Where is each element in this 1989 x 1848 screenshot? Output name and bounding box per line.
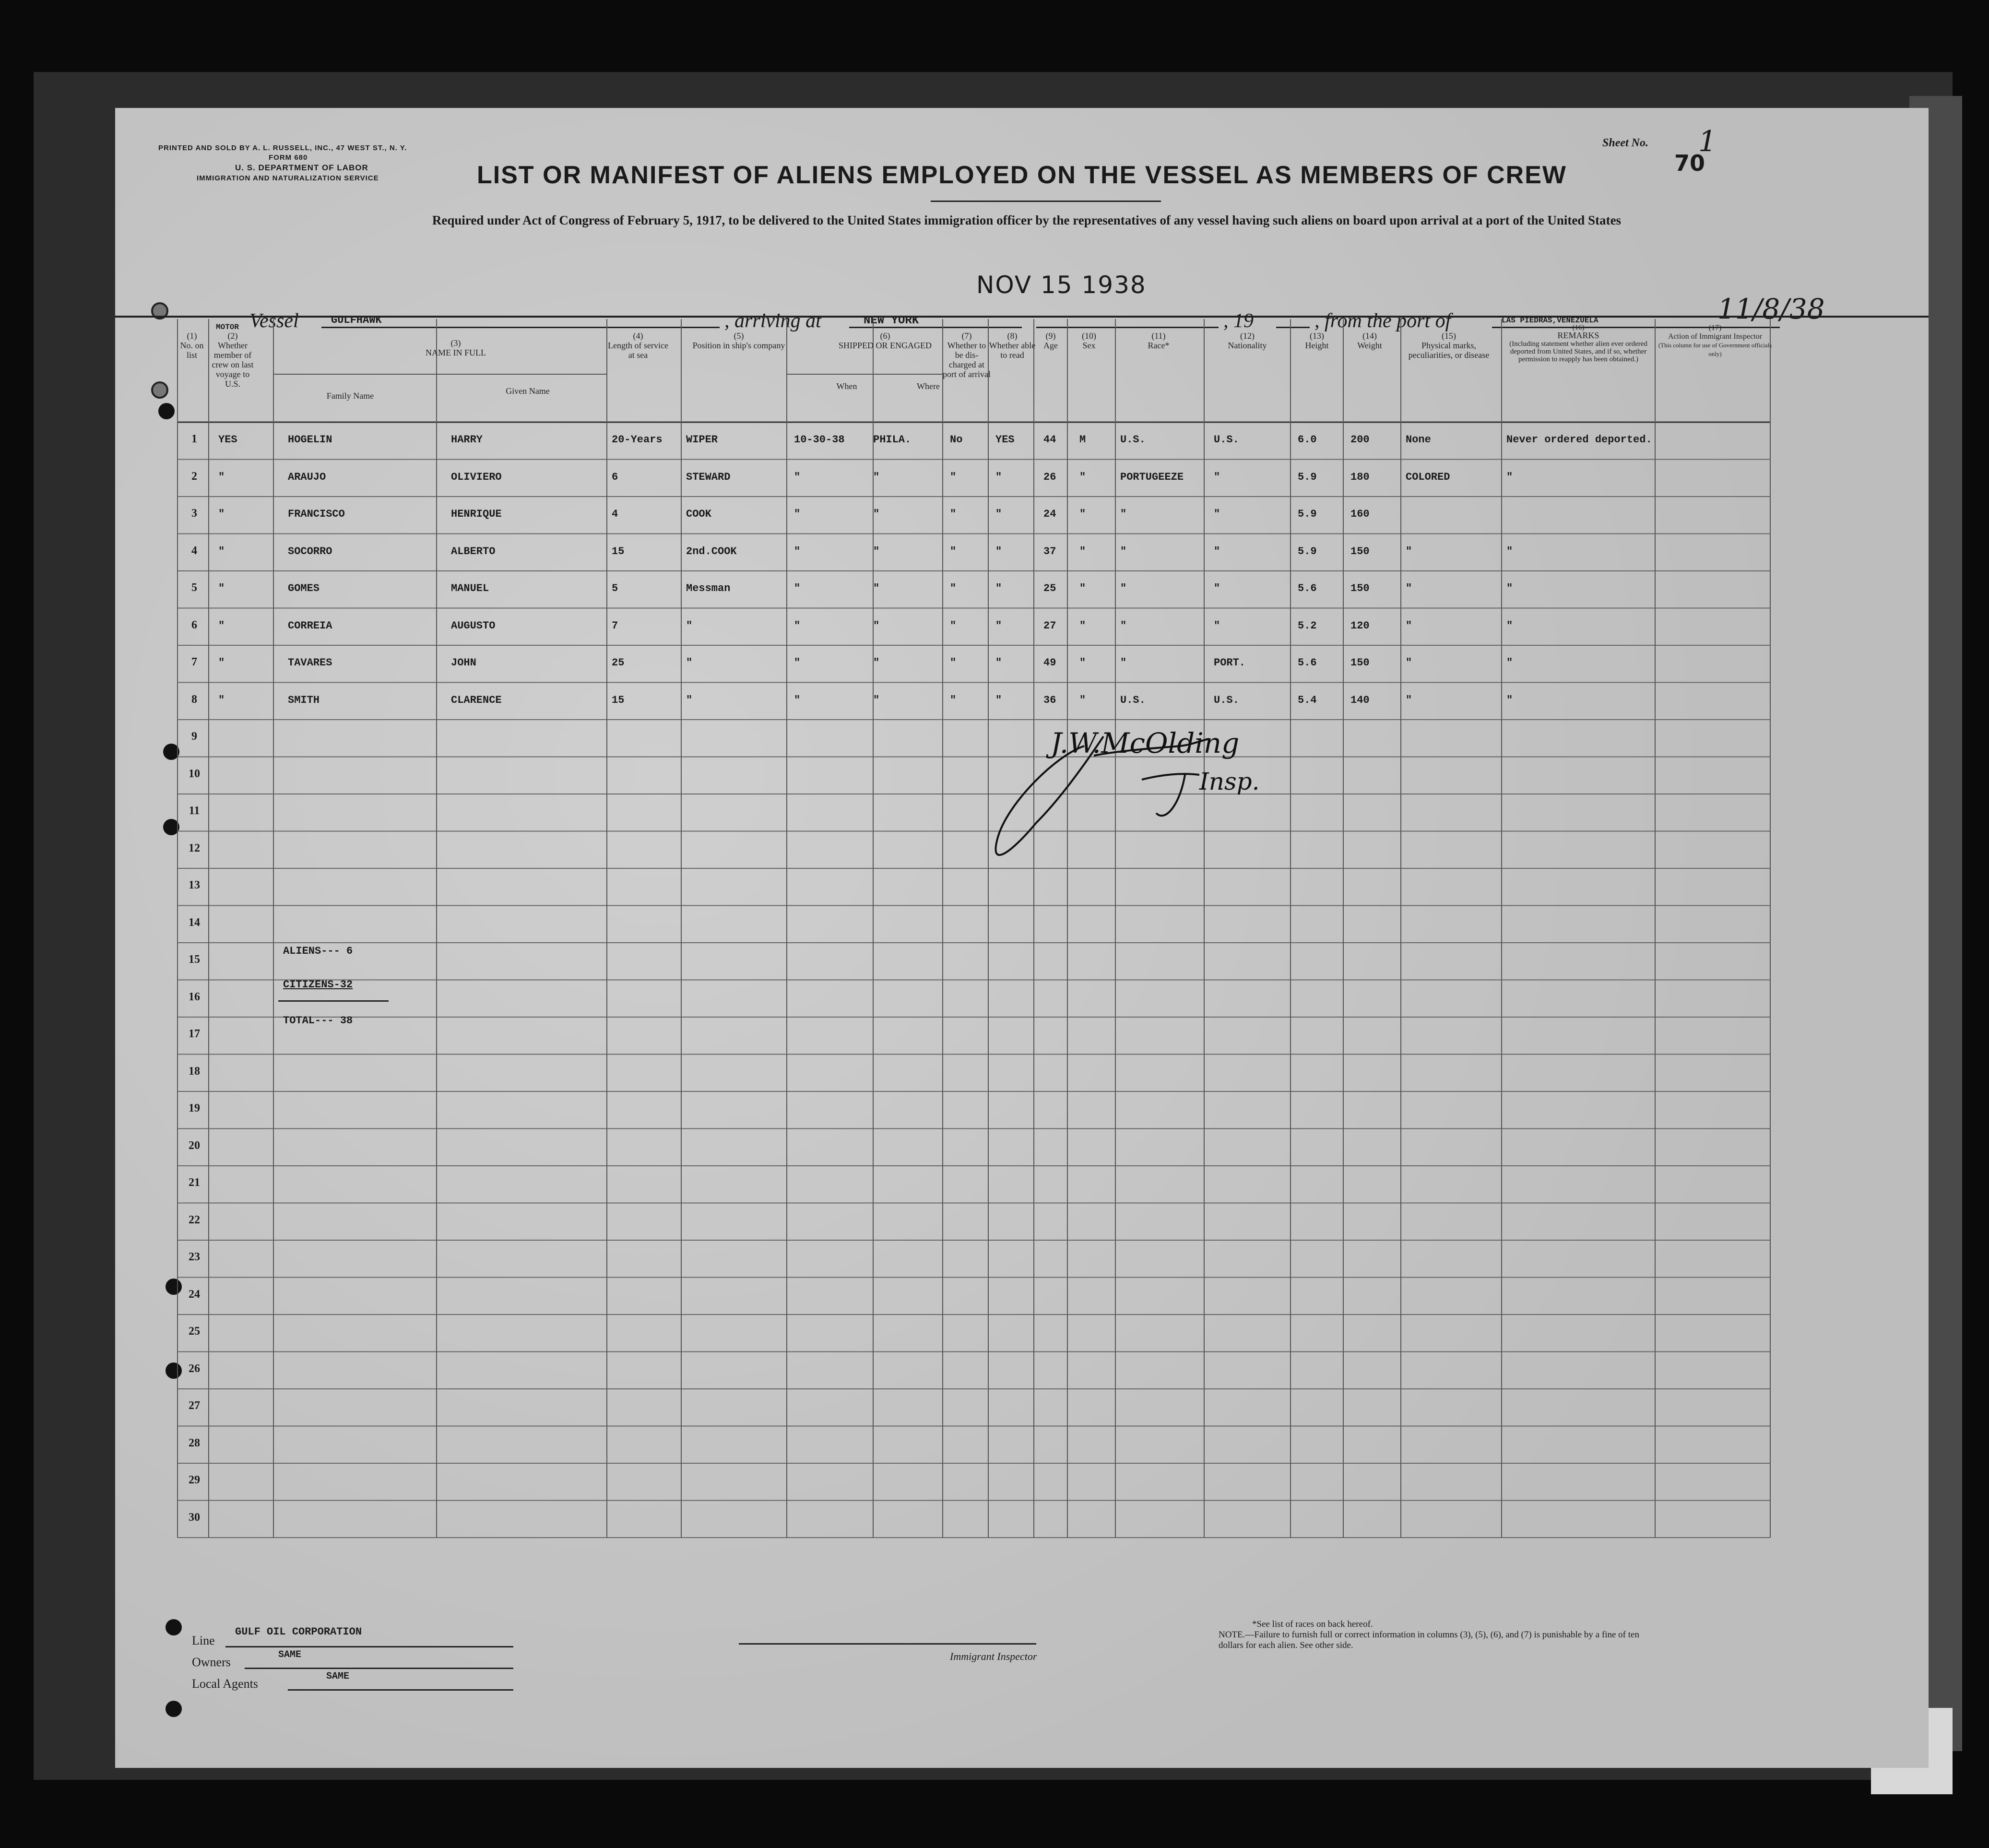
owners-field: SAME bbox=[245, 1650, 513, 1669]
local-agents-field: SAME bbox=[288, 1672, 513, 1691]
row-number: 21 bbox=[189, 1176, 200, 1189]
row-number: 12 bbox=[189, 841, 200, 854]
col-header-service: (4) Length of service at sea bbox=[608, 331, 668, 360]
age-cell: 26 bbox=[1043, 471, 1056, 483]
vessel-name-field: GULFHAWK bbox=[321, 309, 720, 328]
row-number: 27 bbox=[189, 1399, 200, 1412]
row-number: 9 bbox=[191, 730, 197, 743]
row-number: 29 bbox=[189, 1474, 200, 1486]
member-cell: " bbox=[218, 508, 225, 520]
row-number: 28 bbox=[189, 1436, 200, 1449]
given-name-cell: ALBERTO bbox=[451, 545, 496, 557]
arriving-port-field: NEW YORK bbox=[849, 309, 1022, 328]
able-to-read-cell: " bbox=[995, 619, 1002, 632]
position-cell: 2nd.COOK bbox=[686, 545, 737, 557]
year-field bbox=[1276, 309, 1310, 328]
row-number: 23 bbox=[189, 1251, 200, 1263]
discharged-cell: " bbox=[950, 508, 957, 520]
col-header-name: (3) NAME IN FULL bbox=[426, 338, 486, 357]
col-header-nationality: (12) Nationality bbox=[1228, 331, 1267, 350]
member-cell: " bbox=[218, 657, 225, 669]
row-number: 30 bbox=[189, 1511, 200, 1524]
binder-hole bbox=[166, 1279, 182, 1295]
form-subtitle: Required under Act of Congress of February 5, 1917, to be delivered to the United States immigration officer by the representatives of any vessel having such aliens on board upon arrival at a port of the United States bbox=[432, 213, 1622, 227]
col-header-sex: (10) Sex bbox=[1082, 331, 1096, 350]
from-port-label: , from the port of bbox=[1314, 310, 1451, 332]
service-name: IMMIGRATION AND NATURALIZATION SERVICE bbox=[197, 174, 379, 182]
family-name-cell: SMITH bbox=[288, 694, 320, 706]
binder-hole bbox=[163, 744, 179, 760]
printer-imprint: PRINTED AND SOLD BY A. L. RUSSELL, INC., 47 WEST ST., N. Y. bbox=[158, 144, 407, 152]
service-cell: 15 bbox=[612, 545, 625, 557]
physical-marks-cell: None bbox=[1406, 434, 1431, 446]
height-cell: 5.2 bbox=[1298, 619, 1317, 632]
position-cell: " bbox=[686, 657, 693, 669]
department-name: U. S. DEPARTMENT OF LABOR bbox=[235, 163, 368, 172]
service-cell: 6 bbox=[612, 471, 618, 483]
able-to-read-cell: " bbox=[995, 545, 1002, 557]
physical-marks-cell: " bbox=[1406, 694, 1412, 706]
height-cell: 5.6 bbox=[1298, 657, 1317, 669]
row-number: 8 bbox=[191, 693, 197, 706]
service-cell: 4 bbox=[612, 508, 618, 520]
family-name-cell: CORREIA bbox=[288, 619, 332, 632]
shipped-when-cell: " bbox=[794, 619, 801, 632]
nationality-cell: " bbox=[1214, 619, 1220, 632]
form-title: LIST OR MANIFEST OF ALIENS EMPLOYED ON THE VESSEL AS MEMBERS OF CREW bbox=[477, 161, 1567, 189]
weight-cell: 140 bbox=[1350, 694, 1370, 706]
discharged-cell: No bbox=[950, 434, 963, 446]
discharged-cell: " bbox=[950, 545, 957, 557]
age-cell: 27 bbox=[1043, 619, 1056, 632]
service-cell: 5 bbox=[612, 582, 618, 594]
col-header-family-name: Family Name bbox=[326, 391, 374, 401]
height-cell: 5.9 bbox=[1298, 508, 1317, 520]
family-name-cell: TAVARES bbox=[288, 657, 332, 669]
race-cell: PORTUGEEZE bbox=[1120, 471, 1184, 483]
row-number: 22 bbox=[189, 1213, 200, 1226]
nationality-cell: " bbox=[1214, 582, 1220, 594]
discharged-cell: " bbox=[950, 657, 957, 669]
shipped-when-cell: 10-30-38 bbox=[794, 434, 845, 446]
age-cell: 24 bbox=[1043, 508, 1056, 520]
penalty-note: NOTE.—Failure to furnish full or correct information in columns (3), (5), (6), and (7) is punishable by a fine of ten dollars for each alien. See other side. bbox=[1219, 1630, 1639, 1650]
inspector-title: Insp. bbox=[1199, 768, 1260, 795]
given-name-cell: CLARENCE bbox=[451, 694, 502, 706]
service-cell: 25 bbox=[612, 657, 625, 669]
handwritten-date: 11/8/38 bbox=[1717, 293, 1825, 325]
binder-hole bbox=[158, 403, 175, 419]
able-to-read-cell: " bbox=[995, 471, 1002, 483]
summary-rule bbox=[278, 1000, 389, 1002]
local-agents-label: Local Agents bbox=[192, 1677, 258, 1691]
vessel-label: Vessel bbox=[249, 310, 299, 332]
family-name-cell: GOMES bbox=[288, 582, 320, 594]
race-cell: " bbox=[1120, 657, 1127, 669]
age-cell: 36 bbox=[1043, 694, 1056, 706]
race-cell: " bbox=[1120, 582, 1127, 594]
form-number: FORM 680 bbox=[269, 154, 308, 162]
member-cell: " bbox=[218, 619, 225, 632]
col-header-discharged: (7) Whether to be dis-charged at port of arrival bbox=[943, 331, 991, 379]
service-cell: 15 bbox=[612, 694, 625, 706]
nationality-cell: PORT. bbox=[1214, 657, 1246, 669]
weight-cell: 150 bbox=[1350, 582, 1370, 594]
binder-hole bbox=[151, 302, 168, 320]
race-cell: " bbox=[1120, 545, 1127, 557]
physical-marks-cell: COLORED bbox=[1406, 471, 1450, 483]
position-cell: " bbox=[686, 694, 693, 706]
line-label: Line bbox=[192, 1634, 215, 1647]
arrival-date-stamp: NOV 15 1938 bbox=[976, 271, 1147, 299]
position-cell: " bbox=[686, 619, 693, 632]
row-number: 13 bbox=[189, 879, 200, 891]
shipped-when-cell: " bbox=[794, 508, 801, 520]
age-cell: 37 bbox=[1043, 545, 1056, 557]
col-header-given-name: Given Name bbox=[506, 386, 550, 396]
remarks-cell: " bbox=[1506, 657, 1513, 669]
sex-cell: " bbox=[1079, 619, 1086, 632]
weight-cell: 150 bbox=[1350, 657, 1370, 669]
col-header-weight: (14) Weight bbox=[1357, 331, 1382, 350]
title-underline bbox=[931, 201, 1161, 202]
col-header-no: (1) No. on list bbox=[180, 331, 204, 360]
row-number: 10 bbox=[189, 767, 200, 780]
able-to-read-cell: " bbox=[995, 657, 1002, 669]
shipped-when-cell: " bbox=[794, 657, 801, 669]
arriving-label: , arriving at bbox=[724, 310, 821, 332]
from-port-field: LAS PIEDRAS,VENEZUELA bbox=[1492, 309, 1780, 328]
age-cell: 25 bbox=[1043, 582, 1056, 594]
race-cell: U.S. bbox=[1120, 694, 1146, 706]
owners-label: Owners bbox=[192, 1655, 231, 1669]
row-number: 7 bbox=[191, 656, 197, 668]
binder-hole bbox=[163, 819, 179, 835]
col-header-where: Where bbox=[917, 381, 940, 391]
row-number: 14 bbox=[189, 916, 200, 929]
shipped-where-cell: PHILA. bbox=[873, 434, 912, 446]
shipped-when-cell: " bbox=[794, 471, 801, 483]
col-header-remarks: (16) REMARKS (Including statement whether alien ever ordered deported from United States, and if so, whether permission to reapply has been obtained.) bbox=[1509, 324, 1647, 363]
row-number: 2 bbox=[191, 470, 197, 483]
summary-aliens: ALIENS--- 6 bbox=[283, 945, 353, 957]
discharged-cell: " bbox=[950, 471, 957, 483]
row-number: 1 bbox=[191, 433, 197, 445]
nationality-cell: U.S. bbox=[1214, 434, 1239, 446]
given-name-cell: HARRY bbox=[451, 434, 483, 446]
height-cell: 5.6 bbox=[1298, 582, 1317, 594]
physical-marks-cell: " bbox=[1406, 545, 1412, 557]
weight-cell: 200 bbox=[1350, 434, 1370, 446]
age-cell: 49 bbox=[1043, 657, 1056, 669]
remarks-cell: Never ordered deported. bbox=[1506, 434, 1652, 446]
nationality-cell: U.S. bbox=[1214, 694, 1239, 706]
shipped-where-cell: " bbox=[873, 545, 880, 557]
sex-cell: " bbox=[1079, 694, 1086, 706]
position-cell: Messman bbox=[686, 582, 731, 594]
height-cell: 5.9 bbox=[1298, 545, 1317, 557]
binder-hole bbox=[166, 1619, 182, 1635]
sex-cell: " bbox=[1079, 582, 1086, 594]
row-number: 11 bbox=[189, 805, 200, 817]
service-cell: 20-Years bbox=[612, 434, 663, 446]
races-note: *See list of races on back hereof. bbox=[1252, 1619, 1373, 1629]
service-cell: 7 bbox=[612, 619, 618, 632]
weight-cell: 180 bbox=[1350, 471, 1370, 483]
row-number: 15 bbox=[189, 953, 200, 966]
member-cell: " bbox=[218, 471, 225, 483]
row-number: 18 bbox=[189, 1065, 200, 1078]
sheet-stamped-number: 70 bbox=[1674, 150, 1705, 176]
row-number: 4 bbox=[191, 544, 197, 557]
shipped-where-cell: " bbox=[873, 694, 880, 706]
race-cell: " bbox=[1120, 619, 1127, 632]
remarks-cell: " bbox=[1506, 545, 1513, 557]
col-header-when: When bbox=[836, 381, 857, 391]
sex-cell: " bbox=[1079, 508, 1086, 520]
row-number: 3 bbox=[191, 507, 197, 520]
row-number: 19 bbox=[189, 1102, 200, 1114]
shipped-where-cell: " bbox=[873, 657, 880, 669]
date-field bbox=[1036, 309, 1219, 328]
given-name-cell: HENRIQUE bbox=[451, 508, 502, 520]
col-header-read: (8) Whether able to read bbox=[989, 331, 1036, 360]
remarks-cell: " bbox=[1506, 582, 1513, 594]
inspector-signature-line bbox=[739, 1643, 1036, 1645]
nationality-cell: " bbox=[1214, 545, 1220, 557]
vessel-prefix: MOTOR bbox=[216, 323, 239, 332]
remarks-cell: " bbox=[1506, 471, 1513, 483]
shipped-when-cell: " bbox=[794, 582, 801, 594]
row-number: 5 bbox=[191, 581, 197, 594]
row-number: 6 bbox=[191, 618, 197, 631]
summary-total: TOTAL--- 38 bbox=[283, 1015, 353, 1027]
sex-cell: " bbox=[1079, 545, 1086, 557]
row-number: 17 bbox=[189, 1028, 200, 1040]
shipped-where-cell: " bbox=[873, 471, 880, 483]
height-cell: 5.4 bbox=[1298, 694, 1317, 706]
physical-marks-cell: " bbox=[1406, 582, 1412, 594]
race-cell: U.S. bbox=[1120, 434, 1146, 446]
row-number: 26 bbox=[189, 1362, 200, 1375]
shipped-when-cell: " bbox=[794, 545, 801, 557]
position-cell: COOK bbox=[686, 508, 711, 520]
binder-hole bbox=[166, 1701, 182, 1717]
discharged-cell: " bbox=[950, 582, 957, 594]
family-name-cell: ARAUJO bbox=[288, 471, 326, 483]
discharged-cell: " bbox=[950, 694, 957, 706]
sex-cell: " bbox=[1079, 471, 1086, 483]
shipped-where-cell: " bbox=[873, 619, 880, 632]
sex-cell: M bbox=[1079, 434, 1086, 446]
remarks-cell: " bbox=[1506, 694, 1513, 706]
shipped-where-cell: " bbox=[873, 508, 880, 520]
row-number: 25 bbox=[189, 1325, 200, 1338]
binder-hole bbox=[151, 381, 168, 399]
able-to-read-cell: YES bbox=[995, 434, 1015, 446]
able-to-read-cell: " bbox=[995, 582, 1002, 594]
sex-cell: " bbox=[1079, 657, 1086, 669]
col-header-age: (9) Age bbox=[1043, 331, 1058, 350]
col-header-member: (2) Whether member of crew on last voyage to U.S. bbox=[212, 331, 254, 389]
race-cell: " bbox=[1120, 508, 1127, 520]
height-cell: 5.9 bbox=[1298, 471, 1317, 483]
col-header-physical-marks: (15) Physical marks, peculiarities, or disease bbox=[1408, 331, 1490, 360]
discharged-cell: " bbox=[950, 619, 957, 632]
weight-cell: 150 bbox=[1350, 545, 1370, 557]
immigrant-inspector-label: Immigrant Inspector bbox=[950, 1650, 1037, 1662]
sheet-label: Sheet No. bbox=[1602, 137, 1648, 149]
member-cell: " bbox=[218, 582, 225, 594]
row-number: 24 bbox=[189, 1288, 200, 1301]
line-field: GULF OIL CORPORATION bbox=[225, 1629, 513, 1647]
family-name-cell: FRANCISCO bbox=[288, 508, 345, 520]
able-to-read-cell: " bbox=[995, 508, 1002, 520]
shipped-when-cell: " bbox=[794, 694, 801, 706]
weight-cell: 120 bbox=[1350, 619, 1370, 632]
physical-marks-cell: " bbox=[1406, 619, 1412, 632]
age-cell: 44 bbox=[1043, 434, 1056, 446]
binder-hole bbox=[166, 1362, 182, 1379]
able-to-read-cell: " bbox=[995, 694, 1002, 706]
member-cell: " bbox=[218, 694, 225, 706]
family-name-cell: HOGELIN bbox=[288, 434, 332, 446]
physical-marks-cell: " bbox=[1406, 657, 1412, 669]
given-name-cell: AUGUSTO bbox=[451, 619, 496, 632]
col-header-inspector-action: (17) Action of Immigrant Inspector (This column for use of Government officials only) bbox=[1658, 324, 1772, 357]
nationality-cell: " bbox=[1214, 471, 1220, 483]
shipped-where-cell: " bbox=[873, 582, 880, 594]
height-cell: 6.0 bbox=[1298, 434, 1317, 446]
inspector-signature: J.W.McOlding bbox=[1051, 727, 1240, 759]
row-number: 16 bbox=[189, 990, 200, 1003]
given-name-cell: MANUEL bbox=[451, 582, 489, 594]
col-header-position: (5) Position in ship's company bbox=[692, 331, 785, 350]
manifest-page bbox=[115, 108, 1929, 1768]
weight-cell: 160 bbox=[1350, 508, 1370, 520]
nationality-cell: " bbox=[1214, 508, 1220, 520]
given-name-cell: OLIVIERO bbox=[451, 471, 502, 483]
remarks-cell: " bbox=[1506, 619, 1513, 632]
position-cell: WIPER bbox=[686, 434, 718, 446]
family-name-cell: SOCORRO bbox=[288, 545, 332, 557]
given-name-cell: JOHN bbox=[451, 657, 476, 669]
col-header-race: (11) Race* bbox=[1148, 331, 1170, 350]
sheet-number-handwritten: 1 bbox=[1698, 125, 1717, 158]
summary-citizens: CITIZENS-32 bbox=[283, 979, 353, 991]
col-header-height: (13) Height bbox=[1305, 331, 1329, 350]
row-number: 20 bbox=[189, 1139, 200, 1152]
position-cell: STEWARD bbox=[686, 471, 731, 483]
member-cell: " bbox=[218, 545, 225, 557]
member-cell: YES bbox=[218, 434, 237, 446]
year-label: , 19 bbox=[1223, 310, 1254, 332]
col-header-shipped: (6) SHIPPED OR ENGAGED bbox=[838, 331, 932, 350]
